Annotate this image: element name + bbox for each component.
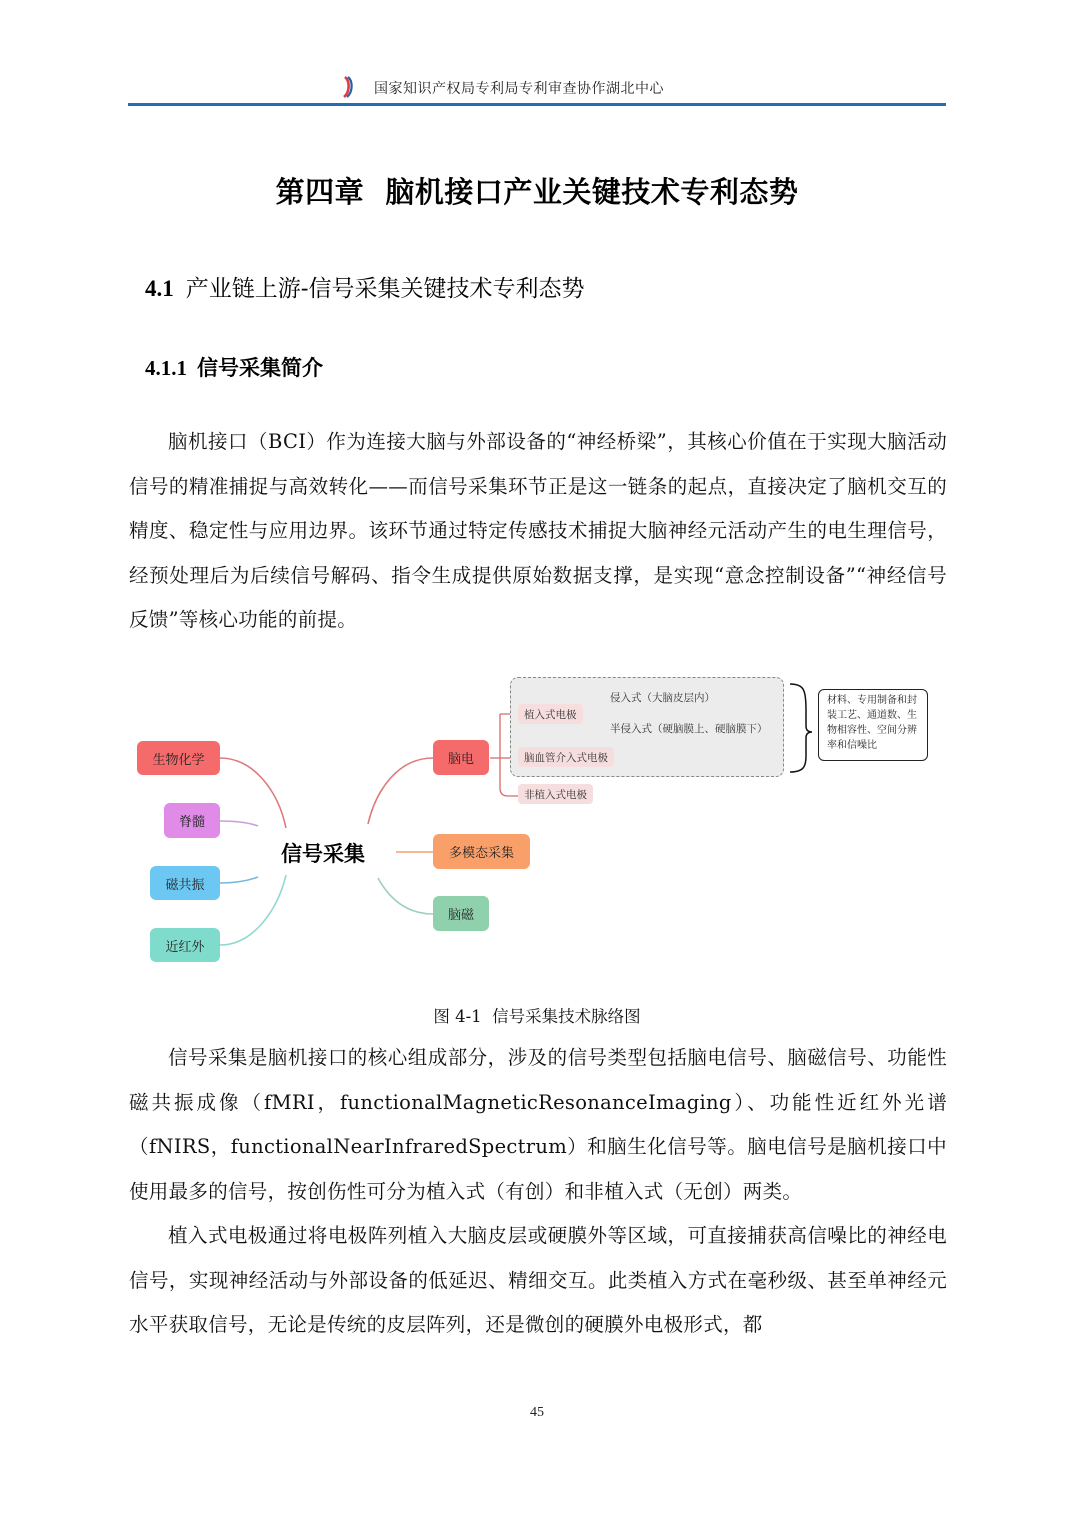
connector-spine [220,821,258,826]
paragraph: 植入式电极通过将电极阵列植入大脑皮层或硬膜外等区域，可直接捕获高信噪比的神经电信号，实现神经活动与外部设备的低延迟、精细交互。此类植入方式在毫秒级、甚至单神经元水平获取信号，无论是传统的皮层阵列，还是微创的硬膜外电极形式，都 [129,1214,947,1348]
mind-map-figure [128,660,946,980]
brace-icon [790,684,812,772]
subsection-number: 4.1.1 [145,356,187,380]
node-nir: 近红外 [150,928,220,962]
figure-caption: 图 4-1 信号采集技术脉络图 [0,1003,1074,1027]
node-spinal-cord: 脊髓 [164,803,220,838]
connector-eeg [368,758,433,824]
node-implant-electrode: 植入式电极 [518,704,583,724]
header-rule [128,103,946,106]
leaf-semi-invasive: 半侵入式（硬脑膜上、硬脑膜下） [610,721,768,736]
node-multimodal: 多模态采集 [433,834,530,869]
node-mri: 磁共振 [150,866,220,900]
node-meg: 脑磁 [433,896,489,931]
section-heading [145,270,585,303]
header-text: 国家知识产权局专利局专利审查协作湖北中心 [374,78,664,98]
connector-nir [220,875,286,945]
page-header [128,74,946,104]
subsection-title: 信号采集简介 [197,355,323,380]
paragraph: 信号采集是脑机接口的核心组成部分，涉及的信号类型包括脑电信号、脑磁信号、功能性磁共振成像（fMRI，functionalMagneticResonanceImaging）、功能性近红外光谱（fNIRS，functionalNearInfraredSpectrum）和脑生化信号等。脑电信号是脑机接口中使用最多的信号，按创伤性可分为植入式（有创）和非植入式（无创）两类。 [129,1036,947,1214]
leaf-invasive: 侵入式（大脑皮层内） [610,690,715,705]
connector-mri [220,877,258,883]
connector-meg [378,878,433,914]
section-number: 4.1 [145,276,174,301]
node-biochemistry: 生物化学 [137,741,220,775]
node-eeg: 脑电 [433,740,489,775]
node-vascular-electrode: 脑血管介入式电极 [518,747,614,767]
subsection-heading [145,352,323,382]
chapter-title: 第四章 脑机接口产业关键技术专利态势 [0,170,1074,211]
cnipa-logo-icon [340,76,356,98]
connector-biochem [220,758,286,828]
node-nonimplant-electrode: 非植入式电极 [518,784,593,804]
paragraph: 脑机接口（BCI）作为连接大脑与外部设备的“神经桥梁”，其核心价值在于实现大脑活动信号的精准捕捉与高效转化——而信号采集环节正是这一链条的起点，直接决定了脑机交互的精度、稳定性与应用边界。该环节通过特定传感技术捕捉大脑神经元活动产生的电生理信号，经预处理后为后续信号解码、指令生成提供原始数据支撑，是实现“意念控制设备”“神经信号反馈”等核心功能的前提。 [129,420,947,643]
note-box: 材料、专用制备和封装工艺、通道数、生物相容性、空间分辨率和信噪比 [818,689,928,761]
center-node: 信号采集 [281,838,365,868]
page-number: 45 [0,1405,1074,1421]
section-title: 产业链上游-信号采集关键技术专利态势 [186,276,585,302]
